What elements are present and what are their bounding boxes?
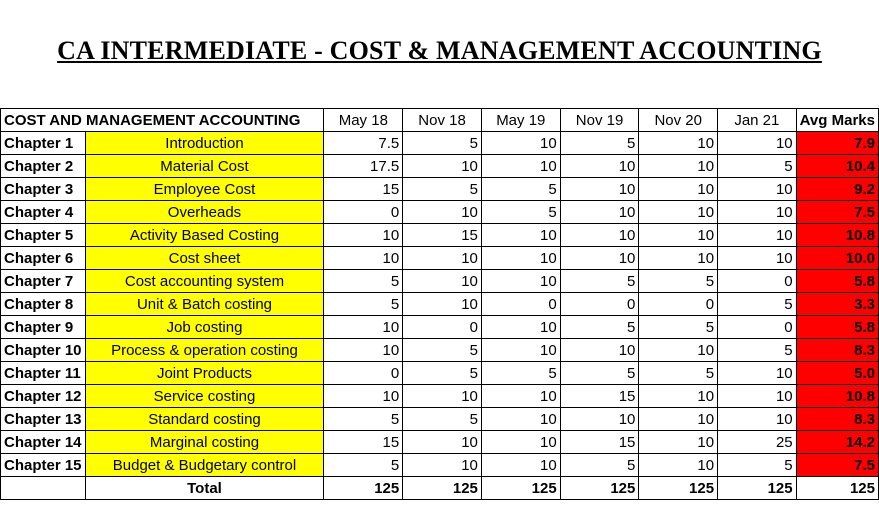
- marks-cell: 10: [481, 385, 560, 408]
- marks-cell: 10: [481, 155, 560, 178]
- avg-marks-cell: 7.9: [796, 132, 878, 155]
- marks-cell: 10: [560, 339, 639, 362]
- marks-cell: 5: [718, 339, 797, 362]
- topic-cell: Employee Cost: [85, 178, 324, 201]
- table-row: [1, 293, 879, 316]
- marks-cell: 10: [481, 408, 560, 431]
- marks-table: [0, 108, 879, 500]
- marks-cell: 5: [481, 362, 560, 385]
- marks-cell: 10: [639, 178, 718, 201]
- marks-cell: 10: [718, 178, 797, 201]
- marks-cell: 10: [718, 201, 797, 224]
- marks-cell: 5: [718, 454, 797, 477]
- marks-cell: 10: [403, 247, 482, 270]
- topic-cell: Job costing: [85, 316, 324, 339]
- avg-marks-cell: 10.8: [796, 224, 878, 247]
- marks-cell: 10: [403, 293, 482, 316]
- marks-cell: 5: [481, 178, 560, 201]
- marks-cell: 10: [403, 431, 482, 454]
- marks-cell: 10: [718, 132, 797, 155]
- marks-cell: 10: [403, 270, 482, 293]
- marks-cell: 10: [481, 224, 560, 247]
- marks-cell: 10: [481, 132, 560, 155]
- marks-cell: 10: [639, 454, 718, 477]
- topic-cell: Unit & Batch costing: [85, 293, 324, 316]
- marks-cell: 5: [403, 339, 482, 362]
- table-row: [1, 270, 879, 293]
- total-value: 125: [403, 477, 482, 500]
- marks-cell: 5: [403, 362, 482, 385]
- chapter-cell: Chapter 3: [1, 178, 86, 201]
- marks-cell: 0: [324, 201, 403, 224]
- total-value: 125: [324, 477, 403, 500]
- marks-cell: 10: [481, 247, 560, 270]
- marks-cell: 10: [560, 224, 639, 247]
- table-row: [1, 132, 879, 155]
- marks-cell: 5: [639, 362, 718, 385]
- marks-cell: 5: [324, 408, 403, 431]
- marks-cell: 5: [560, 270, 639, 293]
- marks-cell: 0: [481, 293, 560, 316]
- chapter-cell: Chapter 9: [1, 316, 86, 339]
- marks-cell: 5: [560, 454, 639, 477]
- marks-cell: 10: [639, 224, 718, 247]
- chapter-cell: Chapter 5: [1, 224, 86, 247]
- chapter-cell: Chapter 8: [1, 293, 86, 316]
- header-attempt: May 18: [324, 109, 403, 132]
- table-row: [1, 224, 879, 247]
- marks-cell: 5: [560, 132, 639, 155]
- header-main: COST AND MANAGEMENT ACCOUNTING: [1, 109, 324, 132]
- marks-cell: 25: [718, 431, 797, 454]
- marks-cell: 10: [718, 362, 797, 385]
- marks-cell: 10: [324, 385, 403, 408]
- marks-cell: 10: [324, 224, 403, 247]
- marks-cell: 0: [403, 316, 482, 339]
- topic-cell: Cost accounting system: [85, 270, 324, 293]
- table-row: [1, 178, 879, 201]
- marks-cell: 10: [481, 454, 560, 477]
- marks-cell: 10: [718, 224, 797, 247]
- total-value: 125: [639, 477, 718, 500]
- marks-cell: 10: [639, 408, 718, 431]
- table-row: [1, 339, 879, 362]
- avg-marks-cell: 5.0: [796, 362, 878, 385]
- chapter-cell: Chapter 12: [1, 385, 86, 408]
- marks-cell: 10: [403, 454, 482, 477]
- marks-cell: 5: [481, 201, 560, 224]
- avg-marks-cell: 14.2: [796, 431, 878, 454]
- avg-marks-cell: 7.5: [796, 201, 878, 224]
- marks-cell: 10: [639, 132, 718, 155]
- avg-marks-cell: 9.2: [796, 178, 878, 201]
- chapter-cell: Chapter 15: [1, 454, 86, 477]
- topic-cell: Budget & Budgetary control: [85, 454, 324, 477]
- marks-cell: 10: [403, 155, 482, 178]
- topic-cell: Marginal costing: [85, 431, 324, 454]
- topic-cell: Material Cost: [85, 155, 324, 178]
- marks-cell: 15: [324, 178, 403, 201]
- marks-cell: 0: [718, 316, 797, 339]
- marks-cell: 10: [560, 247, 639, 270]
- marks-cell: 5: [324, 293, 403, 316]
- chapter-cell: Chapter 1: [1, 132, 86, 155]
- topic-cell: Cost sheet: [85, 247, 324, 270]
- table-row: [1, 408, 879, 431]
- marks-cell: 10: [560, 155, 639, 178]
- marks-cell: 5: [560, 362, 639, 385]
- table-row: [1, 431, 879, 454]
- avg-marks-cell: 8.3: [796, 339, 878, 362]
- marks-cell: 10: [481, 431, 560, 454]
- marks-cell: 15: [560, 385, 639, 408]
- topic-cell: Standard costing: [85, 408, 324, 431]
- marks-cell: 5: [324, 270, 403, 293]
- marks-cell: 10: [324, 316, 403, 339]
- topic-cell: Overheads: [85, 201, 324, 224]
- marks-cell: 10: [639, 431, 718, 454]
- table-row: [1, 247, 879, 270]
- chapter-cell: Chapter 4: [1, 201, 86, 224]
- topic-cell: Process & operation costing: [85, 339, 324, 362]
- header-attempt: Nov 18: [403, 109, 482, 132]
- marks-cell: 17.5: [324, 155, 403, 178]
- marks-cell: 5: [560, 316, 639, 339]
- topic-cell: Activity Based Costing: [85, 224, 324, 247]
- total-value: 125: [481, 477, 560, 500]
- marks-cell: 0: [639, 293, 718, 316]
- marks-cell: 0: [718, 270, 797, 293]
- avg-marks-cell: 10.8: [796, 385, 878, 408]
- avg-marks-cell: 5.8: [796, 316, 878, 339]
- total-value: 125: [560, 477, 639, 500]
- marks-cell: 10: [403, 201, 482, 224]
- avg-marks-cell: 7.5: [796, 454, 878, 477]
- marks-cell: 10: [718, 247, 797, 270]
- marks-cell: 10: [560, 201, 639, 224]
- marks-cell: 15: [324, 431, 403, 454]
- marks-cell: 10: [560, 178, 639, 201]
- chapter-cell: Chapter 11: [1, 362, 86, 385]
- topic-cell: Joint Products: [85, 362, 324, 385]
- chapter-cell: Chapter 10: [1, 339, 86, 362]
- header-avg-marks: Avg Marks: [796, 109, 878, 132]
- table-row: [1, 155, 879, 178]
- marks-cell: 10: [324, 247, 403, 270]
- marks-cell: 10: [639, 155, 718, 178]
- marks-cell: 5: [403, 408, 482, 431]
- marks-cell: 5: [718, 293, 797, 316]
- table-row: [1, 454, 879, 477]
- marks-cell: 5: [718, 155, 797, 178]
- marks-cell: 10: [481, 316, 560, 339]
- marks-cell: 10: [481, 270, 560, 293]
- header-attempt: Nov 19: [560, 109, 639, 132]
- marks-cell: 5: [639, 316, 718, 339]
- marks-cell: 10: [639, 339, 718, 362]
- marks-cell: 7.5: [324, 132, 403, 155]
- table-row: [1, 201, 879, 224]
- table-row: [1, 362, 879, 385]
- avg-marks-cell: 3.3: [796, 293, 878, 316]
- header-attempt: May 19: [481, 109, 560, 132]
- total-avg: 125: [796, 477, 878, 500]
- chapter-cell: Chapter 6: [1, 247, 86, 270]
- marks-cell: 10: [639, 385, 718, 408]
- chapter-cell: Chapter 7: [1, 270, 86, 293]
- marks-cell: 10: [718, 385, 797, 408]
- marks-cell: 10: [481, 339, 560, 362]
- marks-cell: 5: [403, 132, 482, 155]
- avg-marks-cell: 10.4: [796, 155, 878, 178]
- marks-cell: 10: [639, 201, 718, 224]
- chapter-cell: Chapter 2: [1, 155, 86, 178]
- marks-cell: 10: [639, 247, 718, 270]
- marks-cell: 5: [324, 454, 403, 477]
- chapter-cell: Chapter 13: [1, 408, 86, 431]
- topic-cell: Service costing: [85, 385, 324, 408]
- avg-marks-cell: 10.0: [796, 247, 878, 270]
- table-row: [1, 385, 879, 408]
- marks-cell: 15: [560, 431, 639, 454]
- page-title: CA INTERMEDIATE - COST & MANAGEMENT ACCOUNTING: [57, 36, 822, 65]
- total-row: [1, 477, 879, 500]
- chapter-cell: Chapter 14: [1, 431, 86, 454]
- total-label: Total: [85, 477, 324, 500]
- topic-cell: Introduction: [85, 132, 324, 155]
- total-blank-cell: [1, 477, 86, 500]
- header-row: [1, 109, 879, 132]
- total-value: 125: [718, 477, 797, 500]
- marks-cell: 10: [324, 339, 403, 362]
- marks-cell: 10: [718, 408, 797, 431]
- header-attempt: Nov 20: [639, 109, 718, 132]
- avg-marks-cell: 5.8: [796, 270, 878, 293]
- marks-cell: 15: [403, 224, 482, 247]
- marks-cell: 0: [560, 293, 639, 316]
- marks-cell: 10: [560, 408, 639, 431]
- marks-cell: 0: [324, 362, 403, 385]
- marks-cell: 5: [403, 178, 482, 201]
- marks-cell: 5: [639, 270, 718, 293]
- header-attempt: Jan 21: [718, 109, 797, 132]
- table-row: [1, 316, 879, 339]
- marks-cell: 10: [403, 385, 482, 408]
- avg-marks-cell: 8.3: [796, 408, 878, 431]
